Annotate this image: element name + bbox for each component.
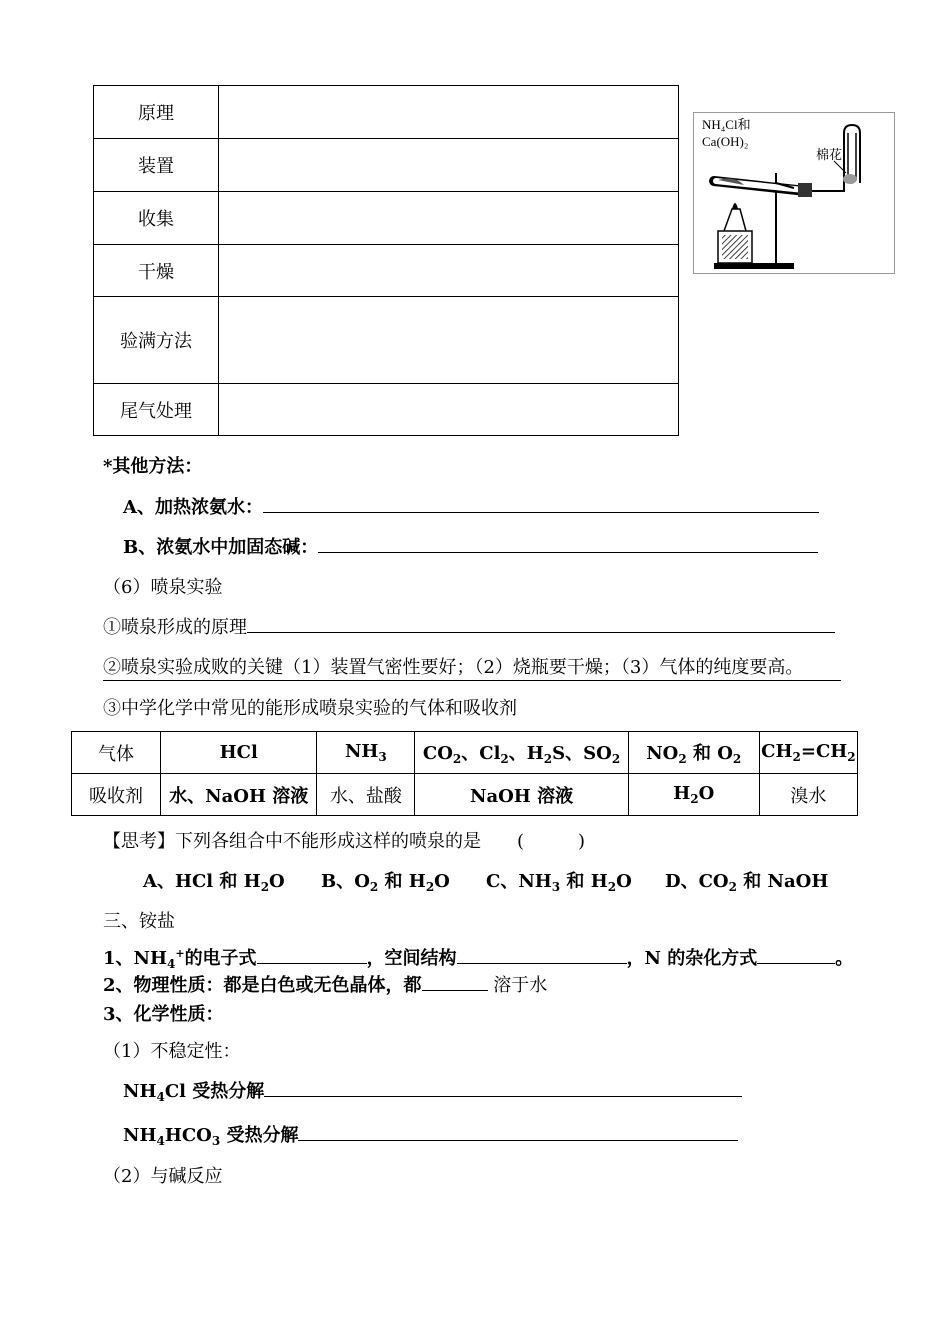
- answer-blank: [422, 974, 488, 991]
- nh4hco3-decomp: $NH_4HCO_3$ 受热分解: [123, 1121, 738, 1148]
- ammonia-prep-table: [93, 85, 679, 436]
- fountain-item1: [103, 613, 835, 639]
- row-label: 收集: [94, 192, 219, 245]
- q1-text-b: ，空间结构: [366, 948, 457, 969]
- row-label: 原理: [94, 86, 219, 139]
- fountain-item3: ③中学化学中常见的能形成喷泉实验的气体和吸收剂: [103, 698, 517, 719]
- option-d: D、$CO_2$ 和 NaOH: [665, 871, 829, 894]
- absorbent-cell: $H_2O$: [628, 774, 759, 816]
- figure-label-cotton: 棉花: [816, 147, 843, 162]
- gas-cell: $NO_2$ 和 $O_2$: [628, 732, 759, 774]
- header-gas: 气体: [72, 732, 161, 774]
- q2-text: 2、物理性质：都是白色或无色晶体，都: [103, 975, 422, 996]
- nh4cl-decomp: $NH_4Cl$ 受热分解: [123, 1077, 742, 1104]
- option-c: C、$NH_3$ 和 $H_2O$: [486, 871, 632, 894]
- method-b-label: B、浓氨水中加固态碱：: [123, 537, 319, 558]
- method-a-label: A、加热浓氨水：: [123, 497, 263, 518]
- q1-text-d: 。: [835, 948, 854, 969]
- gas-absorbent-table: [71, 731, 858, 816]
- option-b: B、$O_2$ 和 $H_2O$: [321, 871, 450, 894]
- gas-cell: $CO_2$、$Cl_2$、$H_2S$、$SO_2$: [415, 732, 628, 774]
- answer-blank: [298, 1124, 738, 1141]
- answer-blank: [757, 947, 835, 964]
- answer-blank: [257, 947, 367, 964]
- figure-label-reagent: NH₄Cl和: [702, 117, 751, 132]
- apparatus-drawing: [694, 113, 894, 273]
- row-label: 干燥: [94, 245, 219, 297]
- method-b: [123, 533, 818, 559]
- q1: [103, 944, 853, 971]
- fountain-item2: ②喷泉实验成败的关键（1）装置气密性要好；（2）烧瓶要干燥；（3）气体的纯度要高。: [103, 653, 841, 681]
- answer-blank: [263, 496, 819, 513]
- think-question: 【思考】下列各组合中不能形成这样的喷泉的是 ( ): [103, 831, 586, 852]
- header-absorbent: 吸收剂: [72, 774, 161, 816]
- gas-cell: $CH_2=CH_2$: [759, 732, 857, 774]
- gas-cell: HCl: [161, 732, 317, 774]
- q1-text: 1、$NH_4^+$的电子式: [103, 947, 257, 971]
- sub2: （2）与碱反应: [103, 1166, 223, 1187]
- section-title: 三、铵盐: [103, 911, 175, 932]
- absorbent-cell: 水、盐酸: [317, 774, 415, 816]
- answer-blank: [318, 536, 818, 553]
- row-label: 装置: [94, 139, 219, 192]
- row-label: 尾气处理: [94, 384, 219, 436]
- apparatus-figure: [693, 112, 895, 274]
- gas-cell: $NH_3$: [317, 732, 415, 774]
- option-a: A、HCl 和 $H_2O$: [143, 871, 285, 894]
- absorbent-cell: 溴水: [759, 774, 857, 816]
- q1-text-c: ，N 的杂化方式: [626, 948, 758, 969]
- fountain-item1-text: ①喷泉形成的原理: [103, 617, 247, 638]
- fountain-title: （6）喷泉实验: [103, 577, 223, 598]
- answer-blank: [457, 947, 627, 964]
- q3: 3、化学性质：: [103, 1004, 224, 1025]
- sub1: （1）不稳定性：: [103, 1041, 241, 1062]
- method-a: [123, 493, 819, 519]
- answer-blank: [264, 1080, 742, 1097]
- absorbent-cell: NaOH 溶液: [415, 774, 628, 816]
- answer-blank: [247, 616, 835, 633]
- figure-label-reagent2: Ca(OH)₂: [702, 134, 749, 149]
- other-methods-title: *其他方法：: [103, 456, 203, 477]
- q2: [103, 971, 547, 997]
- absorbent-cell: 水、NaOH 溶液: [161, 774, 317, 816]
- q2-text-b: 溶于水: [487, 975, 548, 996]
- row-label: 验满方法: [94, 297, 219, 384]
